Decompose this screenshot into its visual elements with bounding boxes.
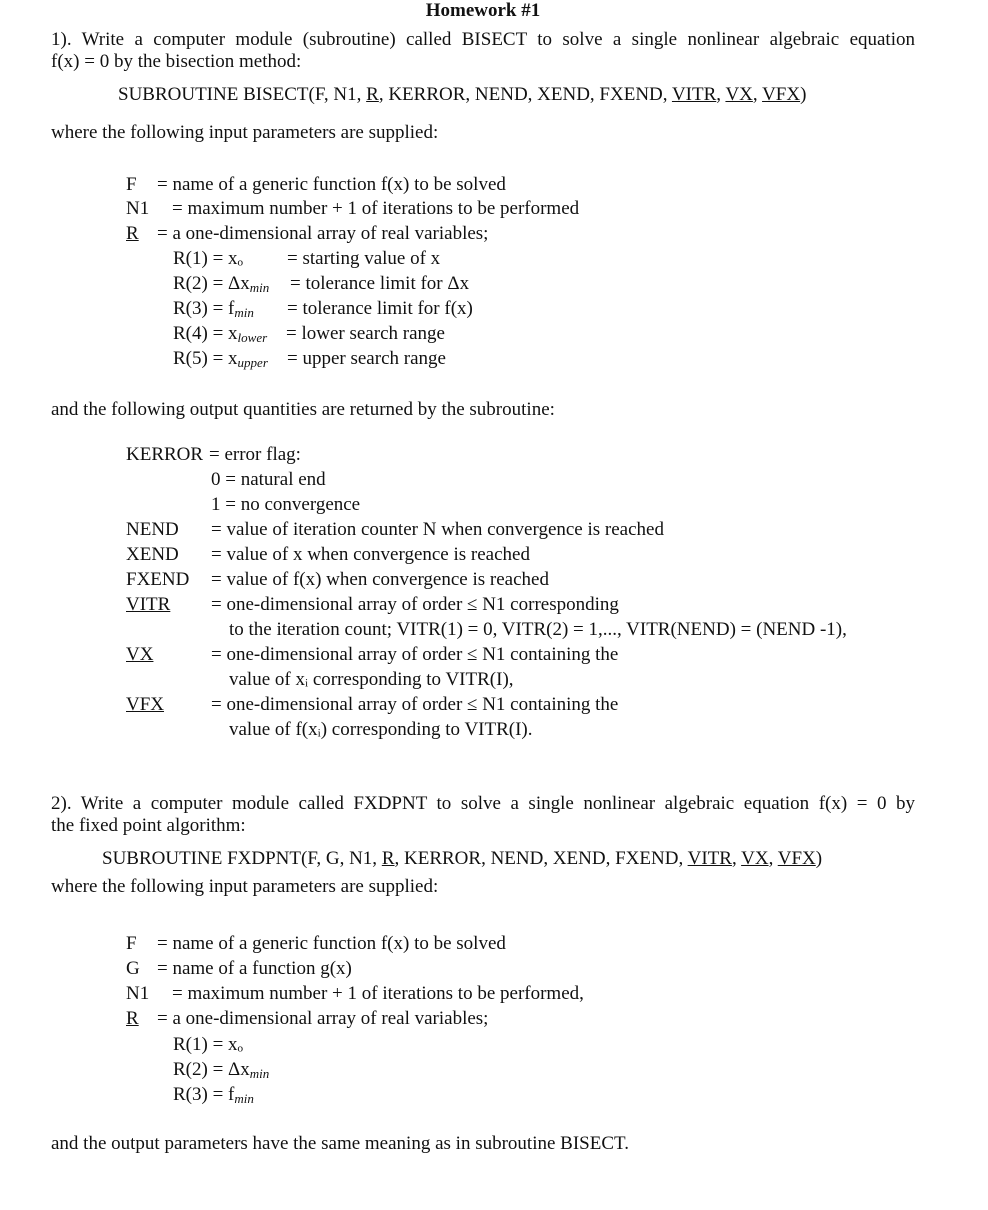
r-item-lhs: $R(5) = x_{upper}$: [173, 348, 268, 370]
output-desc-nend: = value of iteration counter N when convergence is reached: [211, 519, 664, 540]
problem-2-intro-line1: 2). Write a computer module called FXDPNT to solve a single nonlinear algebraic equation f(x) = 0 by: [51, 793, 915, 814]
problem-1-intro-line2: f(x) = 0 by the bisection method:: [51, 51, 302, 72]
kerror-flag-0: 0 = natural end: [211, 469, 326, 490]
output-desc-vitr: = one-dimensional array of order ≤ N1 corresponding: [211, 594, 619, 615]
output-desc-vfx: = one-dimensional array of order ≤ N1 containing the: [211, 694, 619, 715]
problem-2-intro-line2: the fixed point algorithm:: [51, 815, 246, 836]
input-name-f: F: [126, 933, 137, 954]
input-desc-n1: = maximum number + 1 of iterations to be performed: [172, 198, 580, 219]
bisect-input-intro: where the following input parameters are supplied:: [51, 122, 439, 143]
output-name-vitr: VITR: [126, 594, 171, 615]
r-item-rhs: = starting value of x: [287, 248, 441, 269]
output-name-vx: VX: [126, 644, 154, 665]
output-desc-xend: = value of x when convergence is reached: [211, 544, 530, 565]
r-item-rhs: = tolerance limit for Δx: [290, 273, 470, 294]
output-desc-fxend: = value of f(x) when convergence is reached: [211, 569, 549, 590]
input-name-g: G: [126, 958, 140, 979]
output-desc-kerror: = error flag:: [209, 444, 301, 465]
r-item-lhs: $R(3) = f_{min}$: [173, 1084, 254, 1106]
output-name-vfx: VFX: [126, 694, 165, 715]
page-title: Homework #1: [425, 0, 541, 21]
kerror-flag-1: 1 = no convergence: [211, 494, 361, 515]
r-item-lhs: $R(2) = \Delta x_{min}$: [173, 273, 270, 295]
r-item-lhs: $R(2) = \Delta x_{min}$: [173, 1059, 270, 1081]
fxdpnt-signature: SUBROUTINE FXDPNT(F, G, N1, R, KERROR, NEND, XEND, FXEND, VITR, VX, VFX): [102, 848, 823, 869]
input-name-r: R: [126, 1008, 139, 1029]
output-name-nend: NEND: [126, 519, 179, 540]
input-desc-r: = a one-dimensional array of real variables;: [157, 1008, 489, 1029]
r-item-rhs: = tolerance limit for f(x): [287, 298, 473, 319]
r-item-lhs: $R(4) = x_{lower}$: [173, 323, 268, 345]
r-item-lhs: R(1) = xₒ: [173, 248, 244, 269]
output-desc-vitr-cont: to the iteration count; VITR(1) = 0, VITR(2) = 1,..., VITR(NEND) = (NEND -1),: [229, 619, 847, 640]
output-desc-vx-cont: value of xᵢ corresponding to VITR(I),: [229, 669, 514, 690]
output-name-xend: XEND: [126, 544, 179, 565]
r-item-lhs: R(1) = xₒ: [173, 1034, 244, 1055]
input-desc-n1: = maximum number + 1 of iterations to be performed,: [172, 983, 584, 1004]
input-desc-f: = name of a generic function f(x) to be solved: [157, 174, 506, 195]
closing-sentence: and the output parameters have the same meaning as in subroutine BISECT.: [51, 1133, 629, 1154]
fxdpnt-input-intro: where the following input parameters are supplied:: [51, 876, 439, 897]
bisect-output-intro: and the following output quantities are returned by the subroutine:: [51, 399, 555, 420]
problem-1-intro-line1: 1). Write a computer module (subroutine) called BISECT to solve a single nonlinear algebraic equation: [51, 29, 915, 50]
output-name-fxend: FXEND: [126, 569, 190, 590]
output-desc-vfx-cont: value of f(xᵢ) corresponding to VITR(I).: [229, 719, 533, 740]
bisect-signature: SUBROUTINE BISECT(F, N1, R, KERROR, NEND, XEND, FXEND, VITR, VX, VFX): [118, 84, 807, 105]
input-desc-f: = name of a generic function f(x) to be solved: [157, 933, 506, 954]
r-item-rhs: = lower search range: [286, 323, 445, 344]
r-item-rhs: = upper search range: [287, 348, 446, 369]
input-name-n1: N1: [126, 198, 150, 219]
input-desc-r: = a one-dimensional array of real variables;: [157, 223, 489, 244]
input-name-f: F: [126, 174, 137, 195]
input-name-r: R: [126, 223, 139, 244]
input-name-n1: N1: [126, 983, 150, 1004]
output-name-kerror: KERROR: [126, 444, 204, 465]
r-item-lhs: $R(3) = f_{min}$: [173, 298, 254, 320]
output-desc-vx: = one-dimensional array of order ≤ N1 containing the: [211, 644, 619, 665]
input-desc-g: = name of a function g(x): [157, 958, 352, 979]
